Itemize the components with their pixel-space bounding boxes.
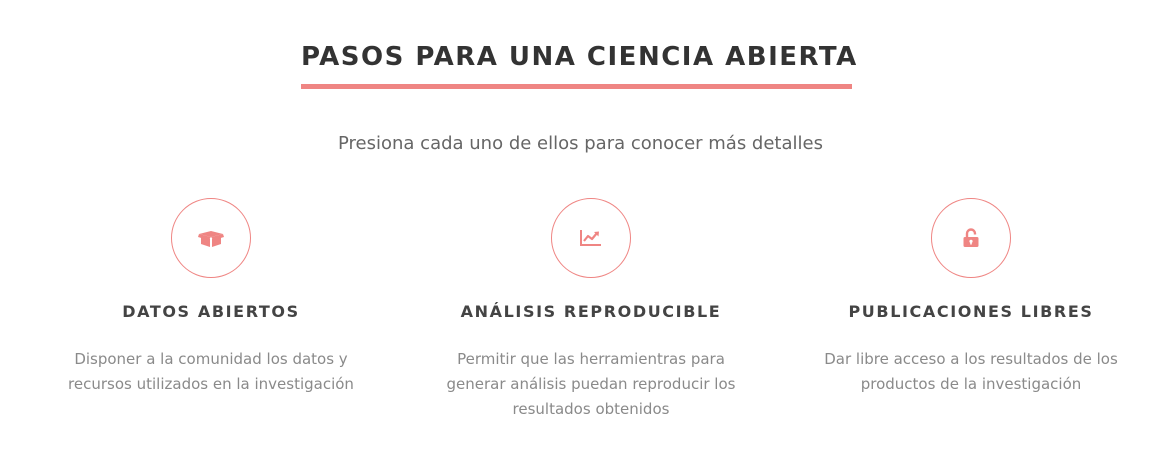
step-description: Permitir que las herramientras para generar análisis puedan reproducir los resultados obtenidos <box>446 350 736 418</box>
step-datos-abiertos[interactable] <box>41 198 381 397</box>
step-title: DATOS ABIERTOS <box>122 302 300 321</box>
step-description: Dar libre acceso a los resultados de los productos de la investigación <box>824 350 1118 393</box>
unlock-icon <box>962 228 980 248</box>
step-publicaciones-libres[interactable] <box>801 198 1141 397</box>
step-title: PUBLICACIONES LIBRES <box>848 302 1094 321</box>
step-description: Disponer a la comunidad los datos y recursos utilizados en la investigación <box>68 350 354 393</box>
step-analisis-reproducible[interactable] <box>421 198 761 422</box>
step-icon-circle[interactable] <box>171 198 251 278</box>
title-underline <box>301 84 852 89</box>
box-icon <box>198 228 224 248</box>
section-title: PASOS PARA UNA CIENCIA ABIERTA <box>301 42 858 72</box>
step-icon-circle[interactable] <box>931 198 1011 278</box>
section-title-wrap <box>301 38 858 90</box>
line-chart-icon <box>580 230 602 246</box>
step-icon-circle[interactable] <box>551 198 631 278</box>
step-title: ANÁLISIS REPRODUCIBLE <box>460 302 722 321</box>
section-subtitle: Presiona cada uno de ellos para conocer más detalles <box>338 133 823 154</box>
